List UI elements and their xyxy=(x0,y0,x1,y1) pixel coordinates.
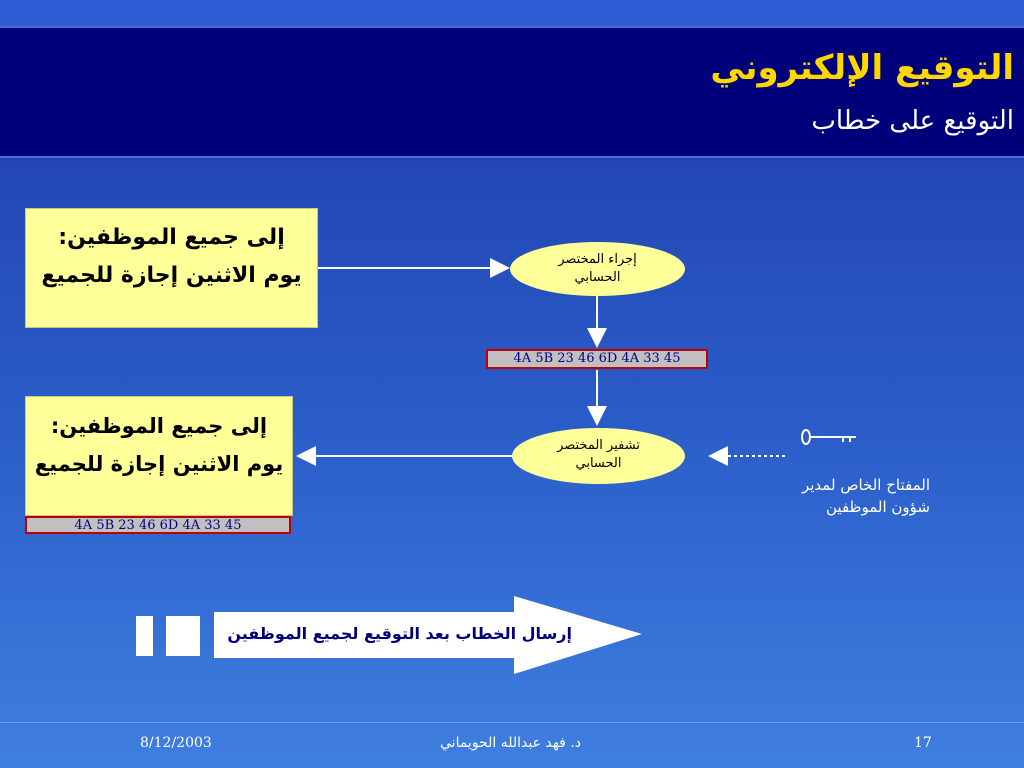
signature-hash-box: 4A 5B 23 46 6D 4A 33 45 xyxy=(25,516,291,534)
message-line-recipients: إلى جميع الموظفين: xyxy=(58,225,285,250)
private-key-label xyxy=(760,474,930,518)
encrypt-step-label-1: تشفير المختصر xyxy=(557,438,640,453)
original-message-box xyxy=(25,208,318,328)
hash-step-ellipse xyxy=(510,242,685,296)
key-icon xyxy=(802,430,856,444)
footer-author: د. فهد عبدالله الحويماني xyxy=(440,735,581,751)
footer-page-number: 17 xyxy=(914,735,932,751)
footer-divider xyxy=(0,722,1024,723)
send-arrow-stripe-2 xyxy=(166,616,200,656)
signed-message-line-recipients: إلى جميع الموظفين: xyxy=(50,414,268,438)
slide-title: التوقيع الإلكتروني xyxy=(710,48,1014,88)
footer-date: 8/12/2003 xyxy=(140,735,212,751)
hash-step-label-2: الحسابي xyxy=(574,270,621,285)
send-arrow-stripe-1 xyxy=(136,616,153,656)
private-key-label-2: شؤون الموظفين xyxy=(826,498,930,516)
signed-message-line-body: يوم الاثنين إجازة للجميع xyxy=(34,452,284,476)
message-line-body: يوم الاثنين إجازة للجميع xyxy=(41,263,302,288)
send-arrow-label: إرسال الخطاب بعد التوقيع لجميع الموظفين xyxy=(227,624,572,643)
encrypt-step-ellipse xyxy=(512,428,685,484)
slide-subtitle: التوقيع على خطاب xyxy=(811,106,1014,136)
hash-step-label-1: إجراء المختصر xyxy=(558,252,637,267)
signed-message-box xyxy=(25,396,293,516)
encrypt-step-label-2: الحسابي xyxy=(575,456,622,471)
private-key-label-1: المفتاح الخاص لمدير xyxy=(801,476,930,494)
hash-value-box: 4A 5B 23 46 6D 4A 33 45 xyxy=(486,349,708,369)
